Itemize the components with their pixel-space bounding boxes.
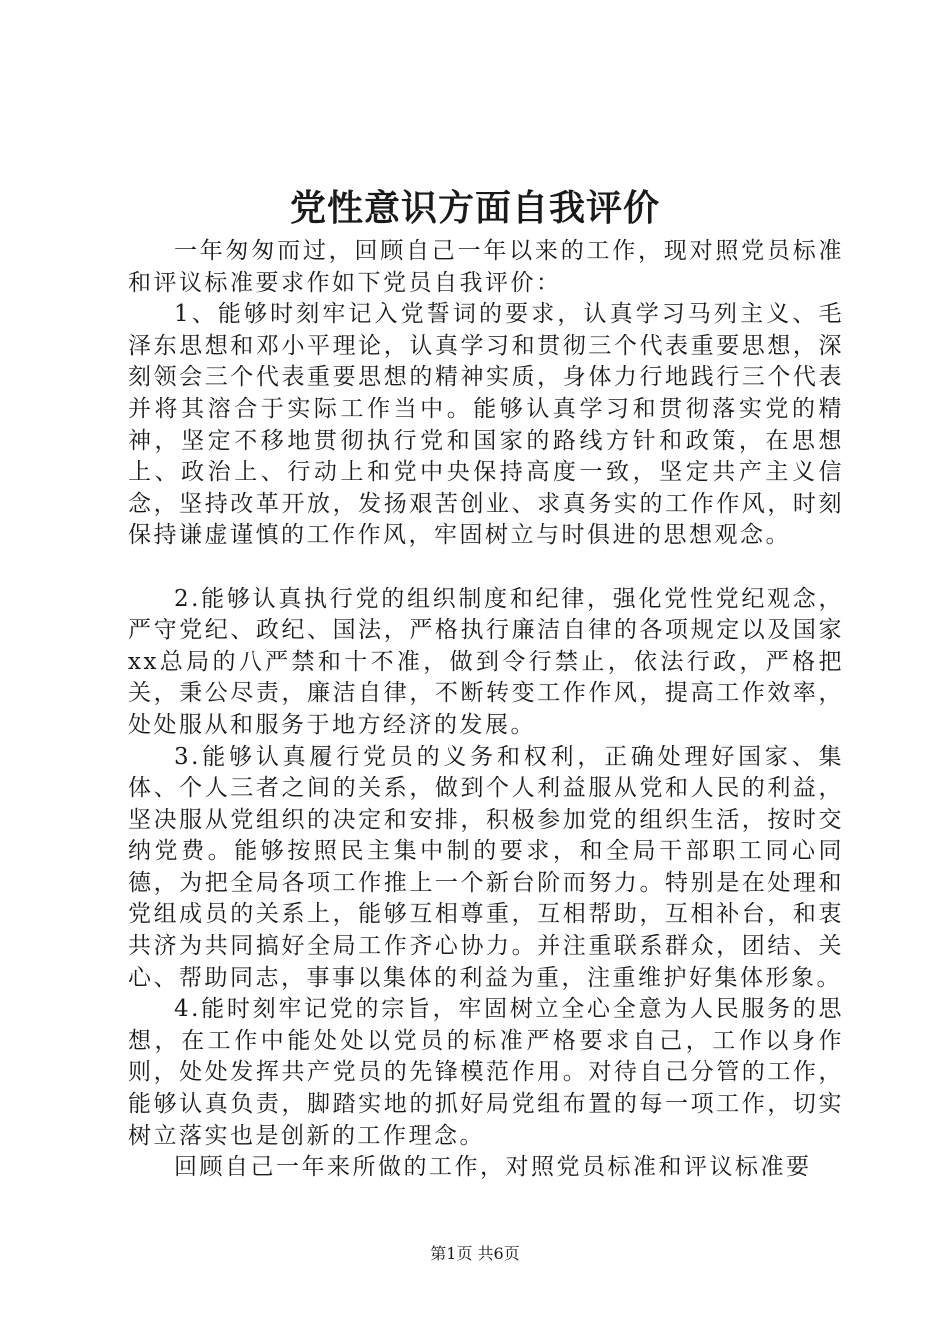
paragraph-item-3: 3.能够认真履行党员的义务和权利，正确处理好国家、集体、个人三者之间的关系，做到个人利益服从党和人民的利益，坚决服从党组织的决定和安排，积极参加党的组织生活，按时交纳党费。能够按照民主集中制的要求，和全局干部职工同心同德，为把全局各项工作推上一个新台阶而努力。特别是在处理和党组成员的关系上，能够互相尊重，互相帮助，互相补台，和衷共济为共同搞好全局工作齐心协力。并注重联系群众，团结、关心、帮助同志，事事以集体的利益为重，注重维护好集体形象。 (128, 743, 844, 991)
paragraph-item-4: 4.能时刻牢记党的宗旨，牢固树立全心全意为人民服务的思想，在工作中能处处以党员的标准严格要求自己，工作以身作则，处处发挥共产党员的先锋模范作用。对待自己分管的工作，能够认真负责，脚踏实地的抓好局党组布置的每一项工作，切实树立落实也是创新的工作理念。 (128, 996, 844, 1149)
document-body (128, 236, 844, 1184)
paragraph-item-1: 1、能够时刻牢记入党誓词的要求，认真学习马列主义、毛泽东思想和邓小平理论，认真学习和贯彻三个代表重要思想，深刻领会三个代表重要思想的精神实质，身体力行地践行三个代表并将其溶合于实际工作当中。能够认真学习和贯彻落实党的精神，坚定不移地贯彻执行党和国家的路线方针和政策，在思想上、政治上、行动上和党中央保持高度一致，坚定共产主义信念，坚持改革开放，发扬艰苦创业、求真务实的工作作风，时刻保持谦虚谨慎的工作作风，牢固树立与时俱进的思想观念。 (128, 301, 844, 549)
paragraph-intro: 一年匆匆而过，回顾自己一年以来的工作，现对照党员标准和评议标准要求作如下党员自我评价： (128, 238, 844, 296)
paragraph-summary: 回顾自己一年来所做的工作，对照党员标准和评议标准要 (174, 1154, 812, 1181)
document-title: 党性意识方面自我评价 (289, 187, 660, 229)
page-number-footer: 第1页 共6页 (430, 1244, 520, 1263)
paragraph-item-2: 2.能够认真执行党的组织制度和纪律，强化党性党纪观念，严守党纪、政纪、国法，严格执行廉洁自律的各项规定以及国家xx总局的八严禁和十不准，做到令行禁止，依法行政，严格把关，秉公尽责，廉洁自律，不断转变工作作风，提高工作效率，处处服从和服务于地方经济的发展。 (128, 585, 844, 738)
